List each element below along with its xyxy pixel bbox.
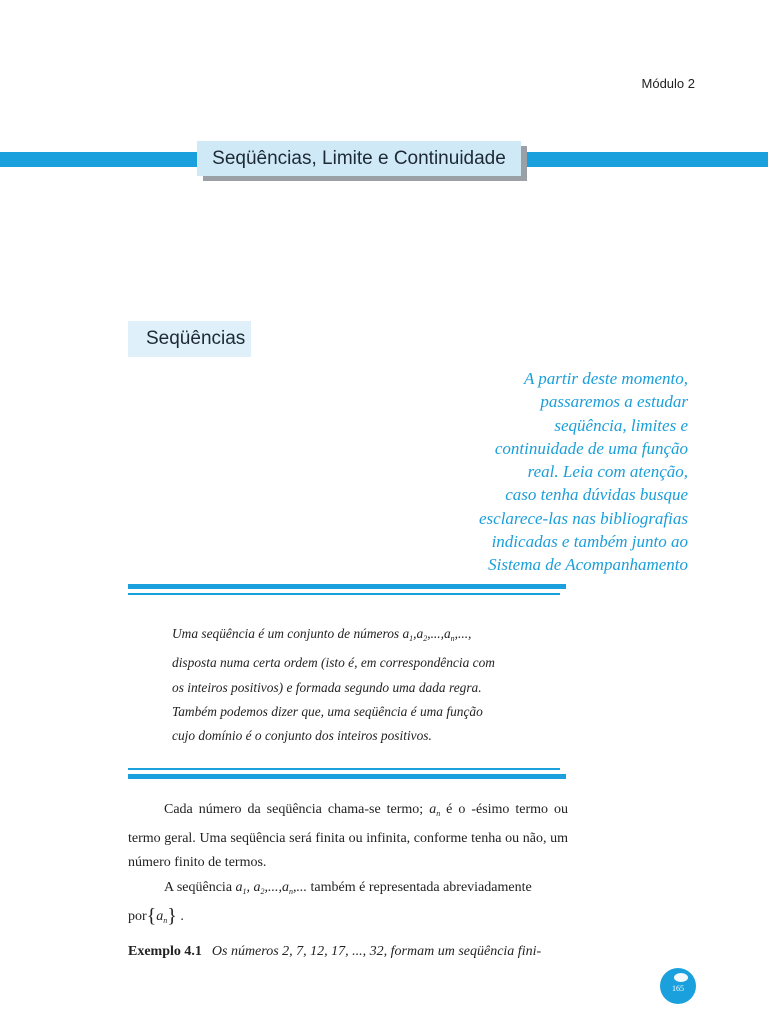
- intro-line: indicadas e também junto ao: [491, 532, 688, 552]
- section-title: Seqüências: [128, 321, 251, 357]
- chapter-title: Seqüências, Limite e Continuidade: [197, 141, 521, 176]
- intro-line: real. Leia com atenção,: [527, 462, 688, 482]
- definition-rule-top-thick: [128, 584, 566, 589]
- intro-line: Sistema de Acompanhamento: [488, 555, 688, 575]
- intro-line: seqüência, limites e: [554, 415, 688, 435]
- paragraph: A seqüência $a_1$, $a_2,...,a_n$,... também é representada abreviadamente: [164, 879, 532, 896]
- body-text: [128, 798, 568, 934]
- sequence-formula: $a_1,a_2,...,a_n$,...,: [402, 626, 472, 643]
- definition-line: Também podemos dizer que, uma seqüência é uma função: [172, 703, 483, 719]
- badge-highlight-icon: [674, 973, 688, 982]
- definition-rule-bottom-thin: [128, 768, 560, 770]
- module-label: Módulo 2: [641, 76, 695, 91]
- definition-line: os inteiros positivos) e formada segundo uma dada regra.: [172, 679, 482, 695]
- page-number: 165: [672, 984, 684, 993]
- example-text: Os números 2, 7, 12, 17, ..., 32, formam um seqüência fini-: [211, 944, 542, 959]
- term-formula: $a_n$: [429, 802, 441, 818]
- example-line: [128, 940, 568, 964]
- sequence-formula: $a_1$, $a_2,...,a_n$,...: [235, 879, 308, 896]
- intro-line: caso tenha dúvidas busque: [505, 485, 688, 505]
- definition-line: [172, 622, 536, 651]
- definition-box: [172, 622, 536, 748]
- page-number-badge: [660, 968, 696, 1004]
- paragraph: $por\{a_n\}$ .: [128, 905, 184, 928]
- set-notation: $\{a_n\}$: [146, 905, 177, 928]
- intro-line: esclarece-las nas bibliografias: [478, 508, 688, 528]
- intro-line: continuidade de uma função: [494, 438, 688, 458]
- definition-line: disposta numa certa ordem (isto é, em correspondência com: [172, 655, 495, 671]
- definition-line: cujo domínio é o conjunto dos inteiros positivos.: [172, 728, 432, 744]
- definition-rule-top-thin: [128, 593, 560, 595]
- intro-line: A partir deste momento,: [523, 369, 688, 388]
- paragraph: Cada número da seqüência chama-se termo; $a_n$ é o -ésimo termo ou termo geral. Uma seqüência será finita ou infinita, conforme tenha ou não, um número finito de termos.: [128, 802, 569, 871]
- example-label: Exemplo 4.1: [128, 944, 202, 959]
- intro-note: [420, 367, 688, 577]
- intro-line: passaremos a estudar: [540, 392, 688, 412]
- definition-rule-bottom-thick: [128, 774, 566, 779]
- definition-text: Uma seqüência é um conjunto de números: [172, 626, 400, 641]
